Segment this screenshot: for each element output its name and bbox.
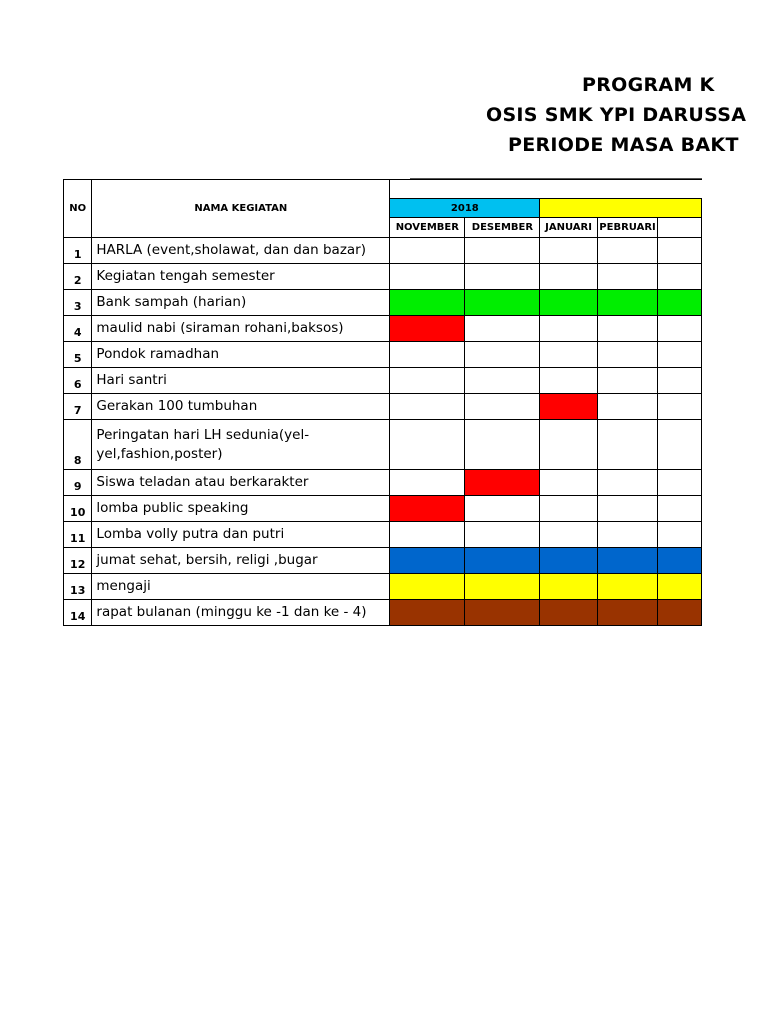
row-number: 9 <box>64 470 92 496</box>
title-line-1: PROGRAM K <box>582 74 715 96</box>
schedule-cell <box>465 522 540 548</box>
schedule-cell <box>465 600 540 626</box>
schedule-cell <box>390 264 465 290</box>
year-cell <box>540 199 702 218</box>
month-cell: JANUARI <box>540 218 597 238</box>
schedule-cell-overflow <box>658 420 702 470</box>
table-row <box>64 574 702 600</box>
table-row <box>64 368 702 394</box>
schedule-cell <box>540 342 597 368</box>
table-row <box>64 548 702 574</box>
schedule-cell <box>597 548 658 574</box>
schedule-cell <box>540 522 597 548</box>
table-row <box>64 522 702 548</box>
activity-schedule-table <box>63 179 702 626</box>
schedule-cell <box>465 368 540 394</box>
schedule-cell <box>540 420 597 470</box>
activity-name: mengaji <box>92 574 390 600</box>
row-number: 2 <box>64 264 92 290</box>
schedule-cell <box>540 368 597 394</box>
row-number: 5 <box>64 342 92 368</box>
month-cell-overflow <box>658 218 702 238</box>
schedule-cell <box>465 496 540 522</box>
schedule-cell <box>390 470 465 496</box>
schedule-cell <box>390 574 465 600</box>
row-number: 10 <box>64 496 92 522</box>
schedule-cell <box>390 368 465 394</box>
schedule-cell <box>597 290 658 316</box>
schedule-cell <box>465 574 540 600</box>
schedule-cell-overflow <box>658 368 702 394</box>
schedule-cell <box>540 548 597 574</box>
month-cell: PEBRUARI <box>597 218 658 238</box>
year-cell: 2018 <box>390 199 540 218</box>
schedule-cell <box>540 316 597 342</box>
row-number: 4 <box>64 316 92 342</box>
schedule-cell <box>540 238 597 264</box>
schedule-cell <box>597 470 658 496</box>
schedule-cell-overflow <box>658 522 702 548</box>
header-blank-band <box>390 180 702 199</box>
row-number: 1 <box>64 238 92 264</box>
header-no: NO <box>64 180 92 238</box>
row-number: 8 <box>64 420 92 470</box>
activity-name: lomba public speaking <box>92 496 390 522</box>
activity-name: Kegiatan tengah semester <box>92 264 390 290</box>
schedule-cell <box>390 522 465 548</box>
schedule-cell <box>597 420 658 470</box>
row-number: 6 <box>64 368 92 394</box>
schedule-cell-overflow <box>658 470 702 496</box>
schedule-cell <box>390 342 465 368</box>
schedule-cell-overflow <box>658 574 702 600</box>
table-row <box>64 316 702 342</box>
schedule-cell <box>540 470 597 496</box>
activity-name: HARLA (event,sholawat, dan dan bazar) <box>92 238 390 264</box>
table-row <box>64 238 702 264</box>
schedule-cell <box>597 600 658 626</box>
schedule-cell <box>390 238 465 264</box>
table-row <box>64 600 702 626</box>
schedule-cell <box>390 600 465 626</box>
schedule-cell <box>540 496 597 522</box>
schedule-cell <box>465 290 540 316</box>
schedule-cell <box>390 420 465 470</box>
activity-name: Siswa teladan atau berkarakter <box>92 470 390 496</box>
schedule-cell <box>597 574 658 600</box>
schedule-cell-overflow <box>658 238 702 264</box>
row-number: 14 <box>64 600 92 626</box>
schedule-cell <box>597 342 658 368</box>
table-row <box>64 290 702 316</box>
schedule-cell <box>465 238 540 264</box>
row-number: 13 <box>64 574 92 600</box>
schedule-cell <box>540 264 597 290</box>
schedule-cell-overflow <box>658 342 702 368</box>
schedule-cell <box>390 394 465 420</box>
table-row <box>64 496 702 522</box>
header-name: NAMA KEGIATAN <box>92 180 390 238</box>
schedule-cell <box>540 574 597 600</box>
schedule-cell <box>540 394 597 420</box>
schedule-cell <box>465 548 540 574</box>
schedule-cell <box>465 470 540 496</box>
schedule-cell-overflow <box>658 264 702 290</box>
activity-name: Hari santri <box>92 368 390 394</box>
schedule-cell-overflow <box>658 600 702 626</box>
table-row <box>64 420 702 470</box>
schedule-cell <box>465 264 540 290</box>
schedule-cell-overflow <box>658 548 702 574</box>
month-cell: DESEMBER <box>465 218 540 238</box>
schedule-cell <box>540 600 597 626</box>
schedule-cell <box>390 316 465 342</box>
schedule-cell <box>597 368 658 394</box>
row-number: 12 <box>64 548 92 574</box>
activity-name: Peringatan hari LH sedunia(yel-yel,fashion,poster) <box>92 420 390 470</box>
schedule-cell <box>465 394 540 420</box>
activity-name: rapat bulanan (minggu ke -1 dan ke - 4) <box>92 600 390 626</box>
schedule-cell-overflow <box>658 394 702 420</box>
row-number: 7 <box>64 394 92 420</box>
schedule-cell <box>597 238 658 264</box>
activity-name: Gerakan 100 tumbuhan <box>92 394 390 420</box>
activity-name: Pondok ramadhan <box>92 342 390 368</box>
schedule-cell <box>597 264 658 290</box>
schedule-cell <box>597 316 658 342</box>
row-number: 11 <box>64 522 92 548</box>
schedule-cell <box>597 522 658 548</box>
table-row <box>64 394 702 420</box>
schedule-cell <box>465 420 540 470</box>
schedule-cell <box>465 342 540 368</box>
schedule-cell-overflow <box>658 290 702 316</box>
table-row <box>64 342 702 368</box>
title-line-2: OSIS SMK YPI DARUSSA <box>486 104 747 126</box>
schedule-cell <box>390 548 465 574</box>
activity-name: jumat sehat, bersih, religi ,bugar <box>92 548 390 574</box>
month-cell: NOVEMBER <box>390 218 465 238</box>
row-number: 3 <box>64 290 92 316</box>
header-row <box>64 180 702 199</box>
title-line-3: PERIODE MASA BAKT <box>508 134 739 156</box>
schedule-cell <box>597 496 658 522</box>
activity-name: Lomba volly putra dan putri <box>92 522 390 548</box>
schedule-cell <box>540 290 597 316</box>
schedule-cell <box>465 316 540 342</box>
activity-name: maulid nabi (siraman rohani,baksos) <box>92 316 390 342</box>
schedule-cell <box>597 394 658 420</box>
table-row <box>64 264 702 290</box>
table-row <box>64 470 702 496</box>
schedule-cell-overflow <box>658 496 702 522</box>
schedule-cell <box>390 290 465 316</box>
schedule-cell <box>390 496 465 522</box>
activity-name: Bank sampah (harian) <box>92 290 390 316</box>
schedule-cell-overflow <box>658 316 702 342</box>
